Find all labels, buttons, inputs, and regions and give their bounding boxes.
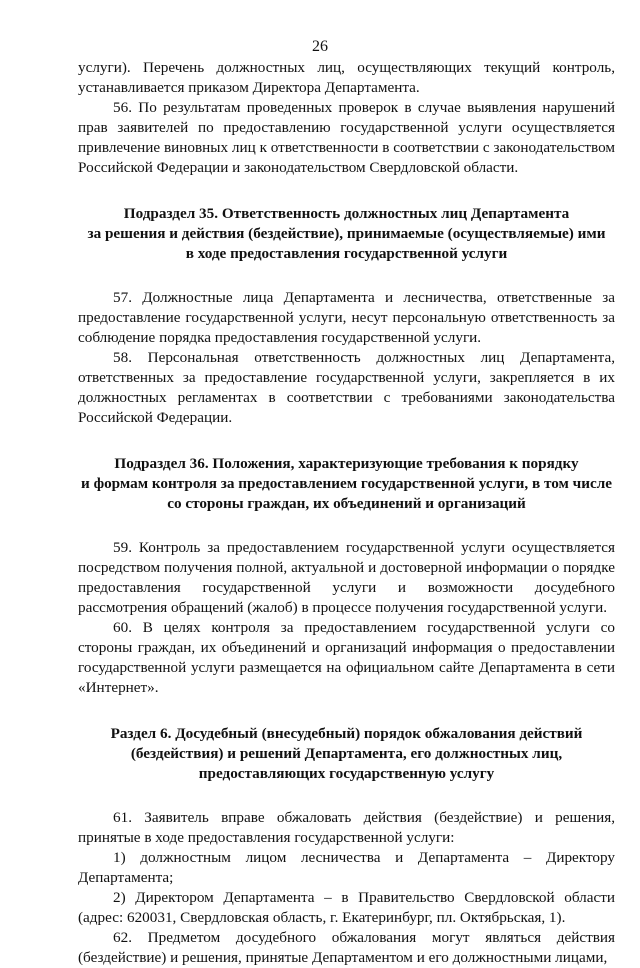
heading-line: в ходе предоставления государственной услуги xyxy=(185,245,508,262)
heading-line: Подраздел 36. Положения, характеризующие требования к порядку xyxy=(114,455,579,472)
page-number: 26 xyxy=(312,38,328,55)
paragraph-56: 56. По результатам проведенных проверок в случае выявления нарушений прав заявителей по предоставлению государственной услуги осуществляется привлечение виновных лиц к ответственности в соответствии с законодательством Российской Федерации и законодательством Свердловской области. xyxy=(78,99,615,176)
heading-line: и формам контроля за предоставлением государственной услуги, в том числе xyxy=(81,475,612,492)
heading-line: предоставляющих государственную услугу xyxy=(198,765,495,782)
paragraph-62: 62. Предметом досудебного обжалования могут являться действия (бездействие) и решения, принятые Департаментом и его должностными лицами, xyxy=(78,929,615,966)
list-item-1: 1) должностным лицом лесничества и Департамента – Директору Департамента; xyxy=(78,849,615,886)
subsection-35-heading xyxy=(78,204,615,264)
heading-line: Подраздел 35. Ответственность должностных лиц Департамента xyxy=(123,205,570,222)
intro-paragraph-1: услуги). Перечень должностных лиц, осуществляющих текущий контроль, устанавливается приказом Директора Департамента. xyxy=(78,59,615,96)
subsection-36-heading xyxy=(78,454,615,514)
paragraph-58: 58. Персональная ответственность должностных лиц Департамента, ответственных за предоставление государственной услуги, закрепляется в их должностных регламентах в соответствии с требованиями законодательства Российской Федерации. xyxy=(78,349,615,426)
paragraph-61: 61. Заявитель вправе обжаловать действия (бездействие) и решения, принятые в ходе предоставления государственной услуги: xyxy=(78,809,615,846)
list-item-2: 2) Директором Департамента – в Правительство Свердловской области (адрес: 620031, Свердловская область, г. Екатеринбург, пл. Октябрьская, 1). xyxy=(78,889,615,926)
heading-line: (бездействия) и решений Департамента, его должностных лиц, xyxy=(130,745,563,762)
paragraph-60: 60. В целях контроля за предоставлением государственной услуги со стороны граждан, их объединений и организаций информация о предоставлении государственной услуги размещается на официальном сайте Департамента в сети «Интернет». xyxy=(78,619,615,696)
paragraph-59: 59. Контроль за предоставлением государственной услуги осуществляется посредством получения полной, актуальной и достоверной информации о порядке предоставления государственной услуги и возможности досудебного рассмотрения обращений (жалоб) в процессе получения государственной услуги. xyxy=(78,539,615,616)
paragraph-57: 57. Должностные лица Департамента и лесничества, ответственные за предоставление государственной услуги, несут персональную ответственность за соблюдение порядка предоставления государственной услуги. xyxy=(78,289,615,346)
heading-line: со стороны граждан, их объединений и организаций xyxy=(167,495,526,512)
heading-line: Раздел 6. Досудебный (внесудебный) порядок обжалования действий xyxy=(110,725,583,742)
section-6-heading xyxy=(78,724,615,784)
page-content xyxy=(78,58,615,968)
heading-line: за решения и действия (бездействие), принимаемые (осуществляемые) ими xyxy=(87,225,606,242)
